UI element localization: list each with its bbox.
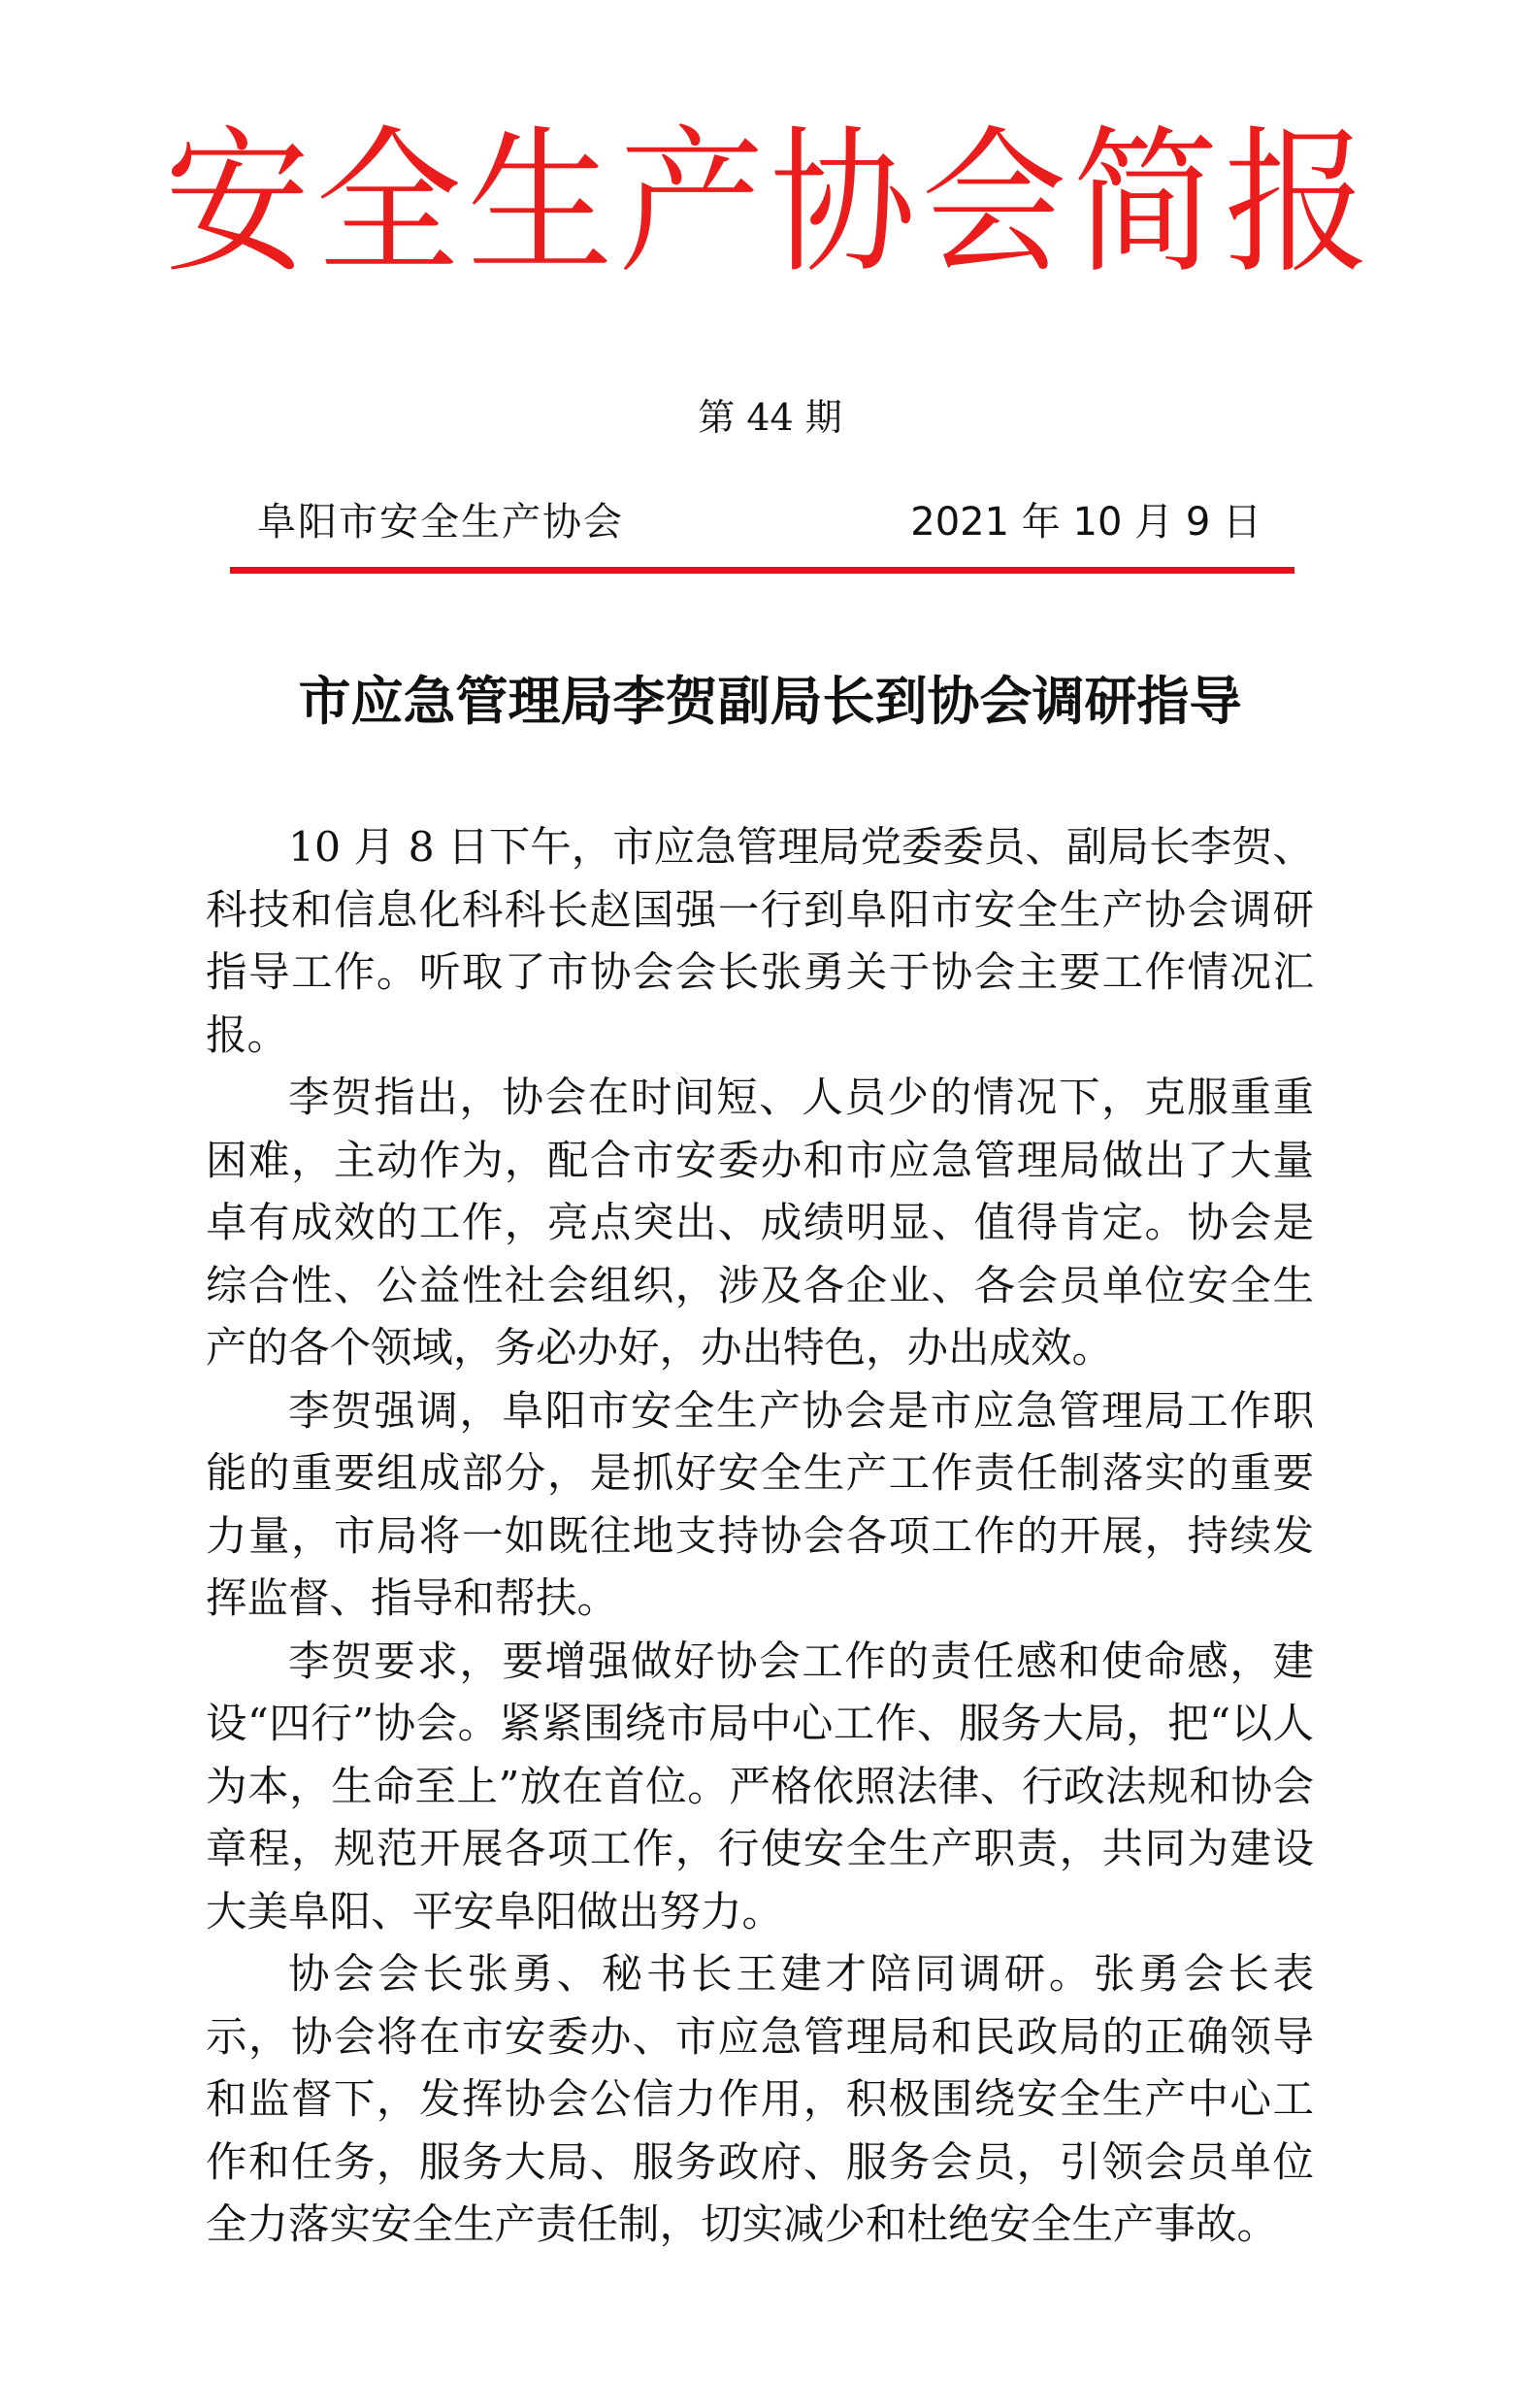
- article-paragraph: 10 月 8 日下午，市应急管理局党委委员、副局长李贺、科技和信息化科科长赵国强一行到阜阳市安全生产协会调研指导工作。听取了市协会会长张勇关于协会主要工作情况汇报。: [206, 824, 1314, 1060]
- issuer-row: [257, 495, 1261, 549]
- masthead-title: 安全生产协会简报: [164, 113, 1376, 295]
- issue-number: 第 44 期: [698, 396, 842, 439]
- article-body: [206, 817, 1314, 2258]
- red-divider-line: [230, 567, 1294, 574]
- article-title: 市应急管理局李贺副局长到协会调研指导: [298, 671, 1242, 732]
- article-paragraph: 协会会长张勇、秘书长王建才陪同调研。张勇会长表示，协会将在市安委办、市应急管理局和民政局的正确领导和监督下，发挥协会公信力作用，积极围绕安全生产中心工作和任务，服务大局、服务政府、服务会员，引领会员单位全力落实安全生产责任制，切实减少和杜绝安全生产事故。: [206, 1951, 1314, 2249]
- article-paragraph: 李贺指出，协会在时间短、人员少的情况下，克服重重困难，主动作为，配合市安委办和市应急管理局做出了大量卓有成效的工作，亮点突出、成绩明显、值得肯定。协会是综合性、公益性社会组织，涉及各企业、各会员单位安全生产的各个领域，务必办好，办出特色，办出成效。: [206, 1075, 1314, 1372]
- issuing-organization: 阜阳市安全生产协会: [257, 500, 624, 545]
- issue-date: 2021 年 10 月 9 日: [910, 500, 1261, 545]
- article-paragraph: 李贺强调，阜阳市安全生产协会是市应急管理局工作职能的重要组成部分，是抓好安全生产工作责任制落实的重要力量，市局将一如既往地支持协会各项工作的开展，持续发挥监督、指导和帮扶。: [206, 1387, 1314, 1623]
- article-paragraph: 李贺要求，要增强做好协会工作的责任感和使命感，建设“四行”协会。紧紧围绕市局中心工作、服务大局，把“以人为本，生命至上”放在首位。严格依照法律、行政法规和协会章程，规范开展各项工作，行使安全生产职责，共同为建设大美阜阳、平安阜阳做出努力。: [206, 1637, 1314, 1936]
